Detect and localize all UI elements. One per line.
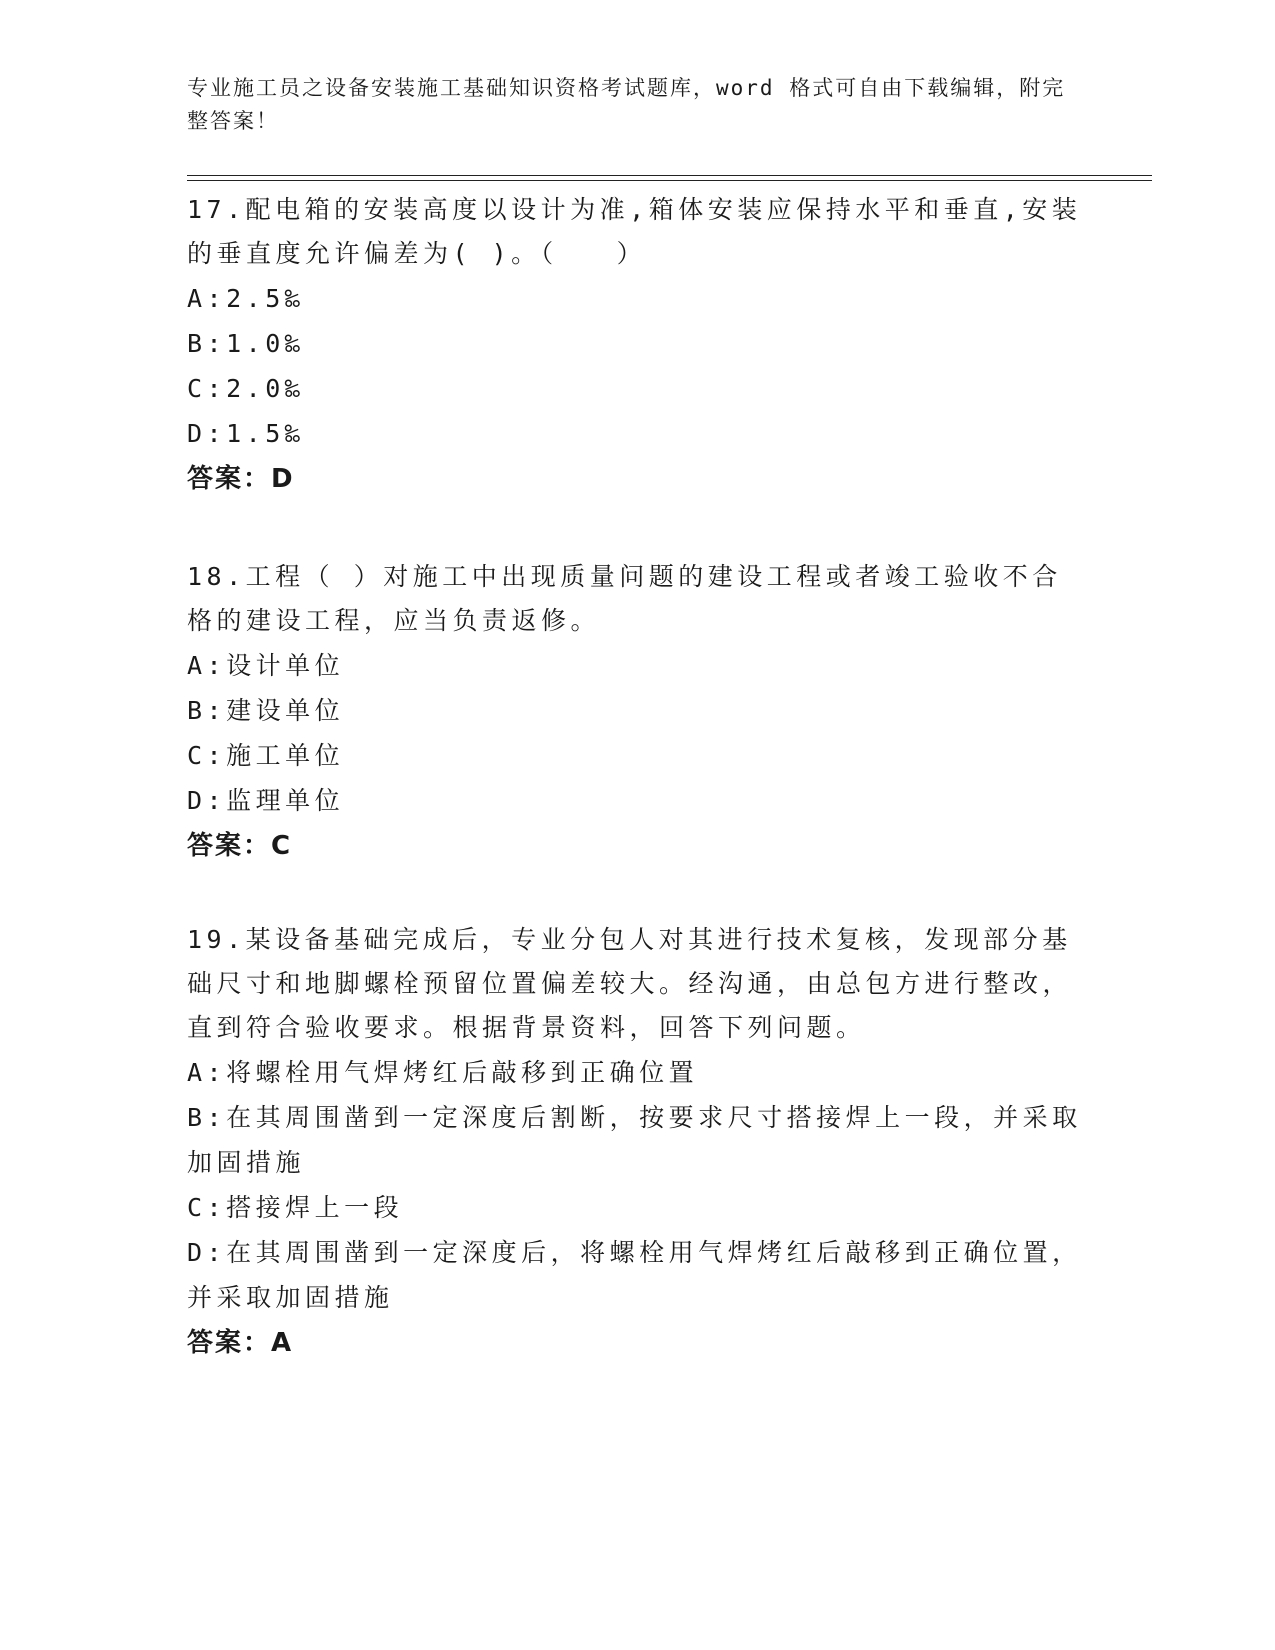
option-text: 2.5‰: [226, 284, 305, 313]
question-18: [187, 555, 1087, 869]
option-text: 将螺栓用气焊烤红后敲移到正确位置: [226, 1058, 699, 1087]
option-text: 1.0‰: [226, 329, 305, 358]
option-a: [187, 1050, 1087, 1095]
answer-line: 答案：D: [187, 464, 295, 494]
option-letter: A:: [187, 1058, 227, 1087]
question-19: [187, 918, 1087, 1366]
option-text: 搭接焊上一段: [226, 1193, 404, 1222]
document-header: 专业施工员之设备安装施工基础知识资格考试题库，word 格式可自由下载编辑，附完整答案！: [187, 76, 1066, 133]
option-text: 在其周围凿到一定深度后割断，按要求尺寸搭接焊上一段，并采取加固措施: [187, 1103, 1082, 1177]
answer-line: 答案：A: [187, 1328, 294, 1358]
option-letter: B:: [187, 329, 227, 358]
option-letter: A:: [187, 651, 227, 680]
option-text: 在其周围凿到一定深度后，将螺栓用气焊烤红后敲移到正确位置，并采取加固措施: [187, 1238, 1082, 1312]
option-c: [187, 733, 1087, 778]
option-text: 监理单位: [226, 786, 345, 815]
option-letter: D:: [187, 786, 227, 815]
option-d: [187, 411, 1087, 456]
option-text: 建设单位: [226, 696, 345, 725]
option-letter: C:: [187, 741, 227, 770]
option-b: [187, 688, 1087, 733]
question-stem: 17.配电箱的安装高度以设计为准,箱体安装应保持水平和垂直,安装的垂直度允许偏差为( )。（ ）: [187, 195, 1082, 268]
option-letter: B:: [187, 1103, 227, 1132]
option-letter: C:: [187, 1193, 227, 1222]
question-stem: 18.工程（ ）对施工中出现质量问题的建设工程或者竣工验收不合格的建设工程，应当负责返修。: [187, 562, 1062, 635]
question-17: [187, 188, 1087, 502]
option-letter: A:: [187, 284, 227, 313]
option-c: [187, 366, 1087, 411]
question-stem: 19.某设备基础完成后，专业分包人对其进行技术复核，发现部分基础尺寸和地脚螺栓预留位置偏差较大。经沟通，由总包方进行整改，直到符合验收要求。根据背景资料，回答下列问题。: [187, 925, 1073, 1042]
option-b: [187, 321, 1087, 366]
answer-line: 答案：C: [187, 831, 293, 861]
header-divider-top: [187, 175, 1152, 176]
option-letter: D:: [187, 1238, 227, 1267]
option-letter: D:: [187, 419, 227, 448]
option-text: 2.0‰: [226, 374, 305, 403]
option-c: [187, 1185, 1087, 1230]
option-text: 施工单位: [226, 741, 345, 770]
option-text: 设计单位: [226, 651, 345, 680]
option-d: [187, 778, 1087, 823]
option-a: [187, 276, 1087, 321]
header-divider-bottom: [187, 180, 1152, 181]
option-letter: C:: [187, 374, 227, 403]
option-letter: B:: [187, 696, 227, 725]
option-d: [187, 1230, 1087, 1320]
option-a: [187, 643, 1087, 688]
option-text: 1.5‰: [226, 419, 305, 448]
option-b: [187, 1095, 1087, 1185]
